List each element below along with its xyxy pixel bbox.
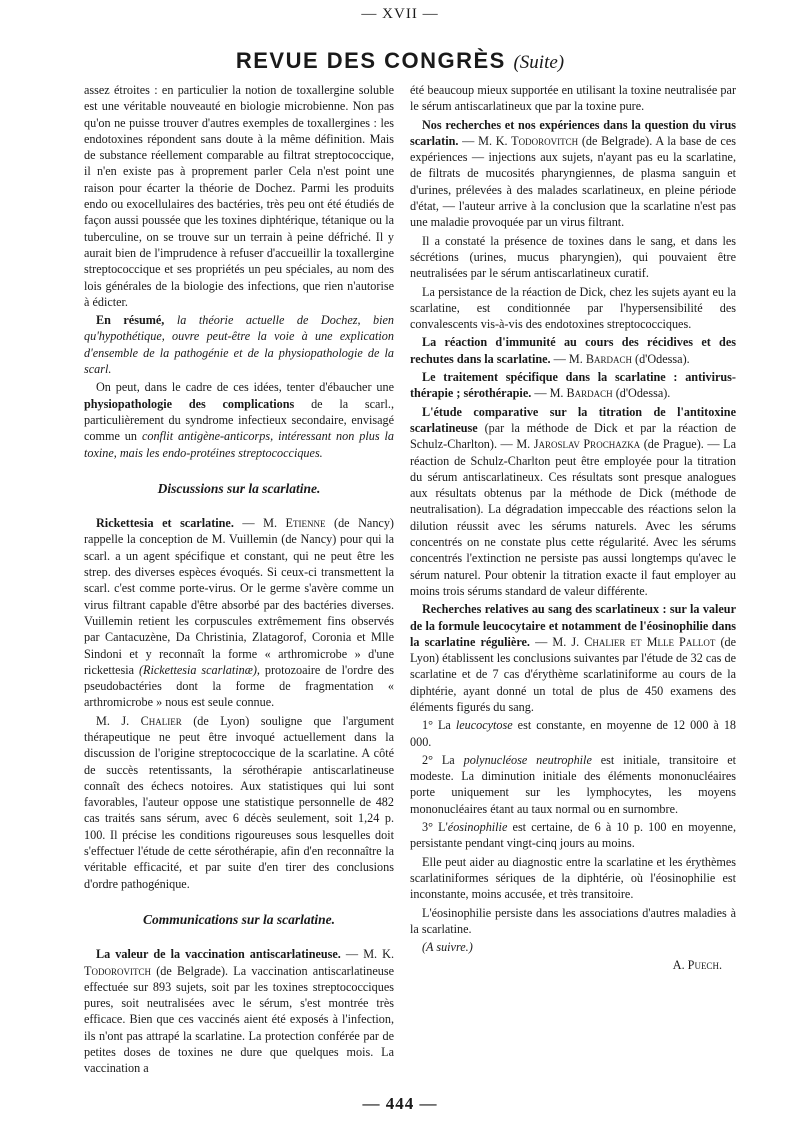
paragraph-virus: Nos recherches et nos expériences dans la question du virus scarlatin. — M. K. Todorovitch (de Belgrade). A la base de ces expériences — injections aux sujets, n'ayant pas eu la scarlatine, de filtrats de mucosités pharyngiennes, de plasma sanguin et d'urines, prélevées à des malades scarlatineux, en pleine période d'état, — l'auteur arrive à la conclusion que la scarlatine n'est pas une maladie provoquée par un virus filtrant. xyxy=(410,117,736,230)
running-title-suite: (Suite) xyxy=(513,52,565,73)
section-heading-communications: Communications sur la scarlatine. xyxy=(142,911,336,927)
paragraph-physiopathology: On peut, dans le cadre de ces idées, tenter d'ébaucher une physiopathologie des complications de la scarl., particulièrement du syndrome infectieux secondaire, envisagé comme un conflit antigène-anticorps, intéressant non plus la toxine, mais les endo-protéines streptococciques. xyxy=(84,380,394,460)
paragraph-rickettesia: Rickettesia et scarlatine. — M. Etienne (de Nancy) rappelle la conception de M. Vuillemin (de Nancy) pour qui la scarl. a un agent spécifique et constant, qui ne peut être les strep. des diverses espèces évoqués. Si ceux-ci transmettent la scarl. c'est comme porte-virus. Or le germe s'avère comme un virus filtrant capable d'être absorbé par des bactéries diverses. Vuillemin retient les corpuscules extrêmement fins observés par Cantacuzène, Da Christinia, Zlatagorof, Coronia et Mlle Sindoni et y reconnaît la forme « arthromicrobe » d'une rickettesia (Rickettesia scarlatinæ), protozoaire de l'ordre des pseudobactéries dont la forme de fragmentation « arthromicrobe » nous est seule connue. xyxy=(84,516,395,710)
list-item: 2° La polynucléose neutrophile est initiale, transitoire et modeste. La diminution initiale des éléments mononucléaires porte uniquement sur les lymphocytes, les moyens mononucléaires étant au taux normal ou en surnombre. xyxy=(410,752,737,816)
paragraph-summary: En résumé, la théorie actuelle de Dochez, bien qu'hypothétique, ouvre peut-être la voie à une explication d'ensemble de la pathogénie et de la physiopathologie de la scarl. xyxy=(84,313,394,377)
left-column xyxy=(84,82,394,1079)
to-be-continued: (A suivre.) xyxy=(422,940,473,955)
paragraph: La persistance de la réaction de Dick, chez les sujets ayant eu la scarlatine, est conditionnée par l'hypersensibilité des convalescents vis-à-vis des endotoxines streptococciques. xyxy=(410,284,736,332)
paragraph: Elle peut aider au diagnostic entre la scarlatine et les érythèmes scarlatiniformes sériques de la diphtérie, où l'éosinophilie est inconstante, moins accusée, et très transitoire. xyxy=(410,854,736,902)
roman-page-number: — XVII — xyxy=(361,6,439,22)
right-column xyxy=(410,82,736,976)
paragraph: été beaucoup mieux supportée en utilisant la toxine neutralisée par le sérum antiscarlatineux que par la toxine pure. xyxy=(410,83,736,114)
page-number: — 444 — xyxy=(362,1094,438,1113)
running-title-text: REVUE DES CONGRÈS xyxy=(235,48,506,73)
paragraph-treatment: Le traitement spécifique dans la scarlatine : antivirus-thérapie ; sérothérapie. — M. Bardach (d'Odessa). xyxy=(410,370,736,401)
paragraph-chalier: M. J. Chalier (de Lyon) souligne que l'argument thérapeutique ne peut être invoqué actuellement dans la discussion de l'origine streptococcique de la scarlatine. A côté de succès retentissants, la sérothérapie antiscarlatineuse connaît des échecs notoires. Aux statistiques qui lui sont favorables, l'auteur oppose une statistique personnelle de 482 cas traités sans sérum, avec 6 décès seulement, soit 1,24 p. 100. Il précise les conditions rigoureuses sous lesquelles doit s'effectuer l'étude de cette sérothérapie, afin d'en reconnaître la véritable efficacité, et par suite d'en tirer des conclusions d'ordre pathogénique. xyxy=(84,713,395,891)
list-item: 1° La leucocytose est constante, en moyenne de 12 000 à 18 000. xyxy=(410,718,737,749)
paragraph: Il a constaté la présence de toxines dans le sang, et dans les sécrétions (urines, mucus pharyngien), qui pouvaient être neutralisées par le sérum antiscarlatineux curatif. xyxy=(410,233,736,281)
paragraph-vaccination: La valeur de la vaccination antiscarlatineuse. — M. K. Todorovitch (de Belgrade). La vaccination antiscarlatineuse effectuée sur 893 sujets, soit par les toxines streptococciques pures, soit neutralisées avec le sérum, s'est montrée très efficace. Bien que ces vaccinés aient été exposés à l'infection, ils n'ont pas attrapé la scarlatine. La protection conférée par de petites doses de toxines ne dure que quelques mois. La vaccination a xyxy=(84,947,395,1076)
paragraph: L'éosinophilie persiste dans les associations d'autres maladies à la scarlatine. xyxy=(410,905,736,936)
paragraph: assez étroites : en particulier la notion de toxallergine soluble est une véritable nouveauté en biologie microbienne. Non pas qu'on ne puisse trouver d'autres exemples de toxallergines : les endotoxines répondent sans doute à la même définition. Mais de substance réellement comparable au filtrat streptococcique, il n'en existe pas à proprement parler Cela n'est point une raison pour écarter la théorie de Dochez. Parmi les produits endo ou exocellulaires des bactéries, très peu ont été étudiés de façon aussi poussée que les toxines diphtérique, tétanique ou la tuberculine, on se trouve sur un terrain à peine défriché. Il y aurait bien de l'imprudence à refuser d'accueillir la toxallergine streptococcique et ses propriétés un peu spéciales, au nom des lois générales de la biologie des infections, que rien n'autorise à édicter. xyxy=(84,83,394,309)
list-item: 3° L'éosinophilie est certaine, de 6 à 10 p. 100 en moyenne, persistante pendant vingt-cinq jours au moins. xyxy=(410,820,737,851)
paragraph-blood: Recherches relatives au sang des scarlatineux : sur la valeur de la formule leucocytaire et notamment de l'éosinophilie dans la scarlatine régulière. — M. J. Chalier et Mlle Pallot (de Lyon) établissent les conclusions suivantes par l'étude de 32 cas de scarlatine et de 7 cas d'érythème scarlatiniforme au cours de la diphtérie, ayant donné un total de plus de 450 examens des éléments figurés du sang. xyxy=(410,602,736,714)
paragraph-titration: L'étude comparative sur la titration de l'antitoxine scarlatineuse (par la méthode de Dick et par la réaction de Schulz-Charlton). — M. Jaroslav Prochazka (de Prague). — La réaction de Schulz-Charlton peut être employée pour la titration du sérum antiscarlatineux. Ces résultats sont presque analogues aux résultats obtenus par la méthode de Dick (méthode de neutralisation). La dégradation impeccable des réactions selon la dilution réussit avec les sérums naturels. Avec les sérums concentrés on ne constate plus cette régularité. Avec les sérums concentrés l'extinction ne persiste pas aussi longtemps qu'avec le sérum naturel. Pour obtenir la titration exacte il faut employer au moins trois sérums standard de valeur différente. xyxy=(410,404,737,598)
running-title xyxy=(0,48,800,74)
paragraph-immunity: La réaction d'immunité au cours des récidives et des rechutes dans la scarlatine. — M. Bardach (d'Odessa). xyxy=(410,335,736,366)
author-signature: A. Puech. xyxy=(672,958,722,973)
section-heading-discussions: Discussions sur la scarlatine. xyxy=(157,480,321,496)
